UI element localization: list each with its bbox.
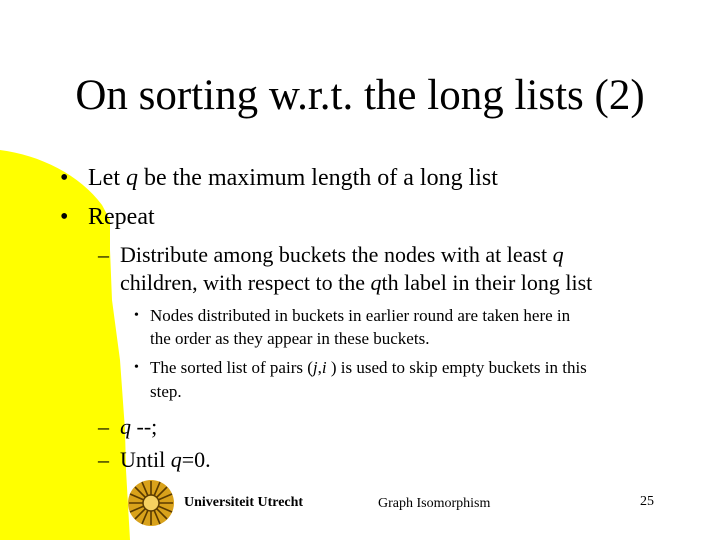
subsub-bullet-text [150,356,587,379]
sub-bullet-text [120,446,211,474]
page-number: 25 [640,494,654,509]
subsub-bullet-text: Nodes distributed in buckets in earlier round are taken here in [150,306,571,325]
bullet-symbol: • [60,204,69,230]
sub-bullet-text-part: children, with respect to the [120,270,371,295]
bullet-text-part: Let [88,165,126,191]
variable-q: q [125,165,138,191]
variable-q: q [170,447,182,472]
subsub-bullet-text-part: , [317,358,322,377]
dash-symbol: – [98,242,109,267]
sub-bullet-text-part: th label in their long list [381,270,593,295]
subsub-bullet-text: the order as they appear in these buckets. [150,329,430,348]
sub-bullet-text-part: Distribute among buckets the nodes with at least [120,242,553,267]
sub-bullet-text-part: Until [120,447,171,472]
subsub-bullet-text-part: The sorted list of pairs ( [150,358,313,377]
dash-symbol: – [98,414,109,439]
variable-q: q [120,414,131,439]
subsub-bullet-text-part: ) is used to skip empty buckets in this [326,358,587,377]
bullet-text-part: be the maximum length of a long list [137,165,498,191]
bullet-text: Repeat [88,204,155,230]
variable-j: j [312,358,318,377]
bullet-symbol: • [134,308,139,323]
variable-i: i [321,358,327,377]
sub-bullet-text-part: --; [131,414,158,439]
bullet-symbol: • [60,165,69,191]
sub-bullet-text-part: =0. [181,447,211,472]
dash-symbol: – [98,447,109,472]
sub-bullet-text [120,241,564,269]
sub-bullet-text [120,269,592,297]
slide-title: On sorting w.r.t. the long lists (2) [75,72,645,119]
footer-title: Graph Isomorphism [378,496,491,511]
variable-q: q [552,242,564,267]
variable-q: q [370,270,382,295]
university-name: Universiteit Utrecht [184,495,304,510]
subsub-bullet-text: step. [150,382,182,401]
sun-seal-icon [126,478,176,528]
bullet-text [88,164,498,192]
sub-bullet-text [120,413,157,441]
bullet-symbol: • [134,360,139,375]
university-logo [126,478,336,528]
